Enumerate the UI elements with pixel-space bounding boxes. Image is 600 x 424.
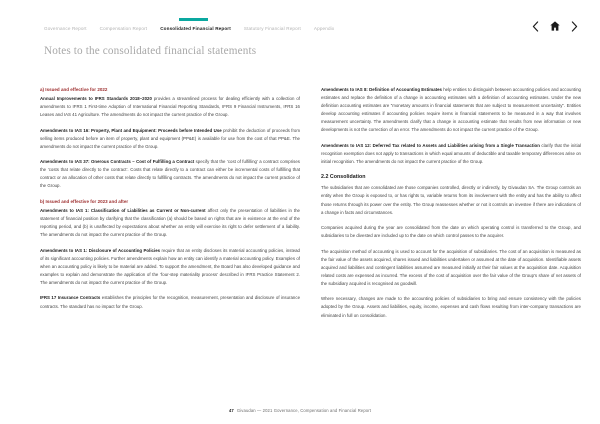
paragraph-ias16 xyxy=(40,127,300,151)
paragraph-annual-improvements xyxy=(40,95,300,119)
document-body xyxy=(40,86,581,320)
paragraph-ias1-disclosure xyxy=(40,247,300,287)
paragraph-ias12 xyxy=(321,142,581,166)
tab-governance-report[interactable] xyxy=(44,22,87,31)
home-icon[interactable] xyxy=(550,21,560,31)
right-column xyxy=(321,86,581,320)
paragraph-lead: Amendments to IAS 1: Disclosure of Accounting Policies xyxy=(40,247,161,253)
paragraph-acquisition-method: The acquisition method of accounting is used to account for the acquisition of subsidiaries. The cost of an acquisition is measured as the fair value of the assets acquired, shares issued and liabilities undertaken or assumed at the date of acquisition. Identifiable assets acquired and liabilities and contingent liabilities assumed are measured initially at their fair values at the acquisition date. Acquisition related costs are expensed as incurred. The excess of the cost of acquisition over the fair value of the Group’s share of net assets of the subsidiary acquired is recognised as goodwill. xyxy=(321,248,581,286)
paragraph-text: clarify that the initial recognition exemption does not apply to transactions in which equal amounts of deductible and taxable temporary differences arise on initial recognition. The amendments do not impact the current practice of the Group. xyxy=(321,142,581,164)
paragraph-ias37 xyxy=(40,158,300,190)
paragraph-lead: Amendments to IAS 8: Definition of Accounting Estimates xyxy=(321,87,442,92)
tab-appendix[interactable] xyxy=(314,22,334,31)
paragraph-ias1-classification xyxy=(40,207,300,239)
chevron-left-icon[interactable] xyxy=(532,21,539,32)
left-column xyxy=(40,86,300,320)
tab-label: Governance Report xyxy=(44,25,87,31)
subsection-heading-consolidation: 2.2 Consolidation xyxy=(321,174,366,181)
tab-consolidated-financial-report[interactable] xyxy=(160,22,231,31)
paragraph-subsidiaries-consolidated: The subsidiaries that are consolidated are those companies controlled, directly or indirectly, by Givaudan SA. The Group controls an entity when the Group is exposed to, or has rights to, variable returns from its involvement with the entity and has the ability to affect those returns through its power over the entity. The Group reassesses whether or not it controls an investee if there are indications of a change in facts and circumstances. xyxy=(321,185,581,215)
paragraph-lead: Amendments to IAS 37: Onerous Contracts – Cost of Fulfilling a Contract xyxy=(40,159,195,165)
paragraph-lead: IFRS 17 Insurance Contracts xyxy=(40,295,101,301)
tab-statutory-financial-report[interactable] xyxy=(244,22,301,31)
paragraph-policy-alignment: Where necessary, changes are made to the accounting policies of subsidiaries to bring and ensure consistency with the policies adopted by the Group. Assets and liabilities, equity, income, expenses and cash flows resulting from inter-company transactions are eliminated in full on consolidation. xyxy=(321,296,581,318)
footer-page-number: 47 xyxy=(228,408,234,413)
paragraph-companies-acquired: Companies acquired during the year are consolidated from the date on which operating control is transferred to the Group, and subsidiaries to be divested are included up to the date on which control passes to the acquirer. xyxy=(321,225,581,239)
paragraph-lead: Amendments to IAS 16: Property, Plant and Equipment: Proceeds before Intended Use xyxy=(40,127,222,133)
paragraph-lead: Annual Improvements to IFRS Standards 2018–2020 xyxy=(40,96,152,102)
paragraph-lead: Amendments to IAS 12: Deferred Tax related to Assets and Liabilities arising from a Single Transaction xyxy=(321,142,540,148)
tab-label: Compensation Report xyxy=(99,25,148,31)
chevron-right-icon[interactable] xyxy=(571,21,578,32)
section-heading-a: a) Issued and effective for 2022 xyxy=(40,87,108,92)
paragraph-lead: Amendments to IAS 1: Classification of Liabilities as Current or Non-current xyxy=(40,208,206,214)
tab-label: Statutory Financial Report xyxy=(243,25,301,31)
paragraph-text: require that an entity discloses its material accounting policies, instead of its significant accounting policies. Further amendments explain how an entity can identify a material accounting policy. Examples of when an accounting policy is likely to be material are added. To support the amendment, the Board has also developed guidance and examples to explain and demonstrate the application of the ‘four-step materiality process’ described in IFRS Practice Statement 2. The amendments do not impact the current practice of the Group. xyxy=(40,247,300,285)
top-navigation-bar xyxy=(44,18,578,34)
report-section-tabs xyxy=(44,22,334,31)
section-heading-b: b) Issued and effective for 2023 and after xyxy=(40,199,129,205)
paragraph-ifrs17 xyxy=(40,294,300,310)
paragraph-text: specify that the ‘cost of fulfilling’ a contract comprises the ‘costs that relate directly to the contract’. Costs that relate directly to a contract can either be incremental costs of fulfilling that contract or an allocation of other costs that relate directly to fulfilling contracts. The amendments do not impact the current practice of the Group. xyxy=(40,159,300,189)
page-title: Notes to the consolidated financial statements xyxy=(44,45,257,57)
footer-text: Givaudan — 2021 Governance, Compensation and Financial Report xyxy=(236,408,372,413)
paragraph-text: prohibit the deduction of proceeds from selling items produced before an item of property, plant and equipment (PP&E) is available for use from the cost of that PP&E. The amendments do not impact the current practice of the Group. xyxy=(40,127,301,149)
paragraph-text: help entities to distinguish between accounting policies and accounting estimates and replace the definition of a change in accounting estimates with a definition of accounting estimates. Under the new definition accounting estimates are “monetary amounts in financial statements that are subject to measurement uncertainty”. Entities develop accounting estimates if accounting policies require items in financial statements to be measured in a way that involves measurement uncertainty. The amendments clarify that a change in accounting estimate that results from new information or new developments is not the correction of an error. The amendments do not impact the current practice of the Group. xyxy=(321,87,581,133)
paragraph-text: affect only the presentation of liabilities in the statement of financial position by clarifying that the classification (a) should be based on rights that are in existence at the end of the reporting period, and (b) is unaffected by expectations about whether an entity will exercise its right to defer settlement of a liability. The amendments do not impact the current practice of the Group. xyxy=(40,208,300,238)
page-footer xyxy=(0,408,600,413)
tab-label: Consolidated Financial Report xyxy=(160,25,231,31)
tab-label: Appendix xyxy=(313,25,335,31)
tab-compensation-report[interactable] xyxy=(100,22,148,31)
paragraph-text: establishes the principles for the recognition, measurement, presentation and disclosure of insurance contracts. The standard has no impact for the Group. xyxy=(40,295,300,309)
paragraph-text: provides a streamlined process for dealing efficiently with a collection of amendments to IFRS 1 First-time Adoption of International Financial Reporting Standards, IFRS 9 Financial Instruments, IFRS 16 Leases and IAS 41 Agriculture. The amendments do not impact the current practice of the Group. xyxy=(40,96,300,118)
paragraph-ias8 xyxy=(321,86,581,134)
page-navigation-controls xyxy=(532,21,578,32)
